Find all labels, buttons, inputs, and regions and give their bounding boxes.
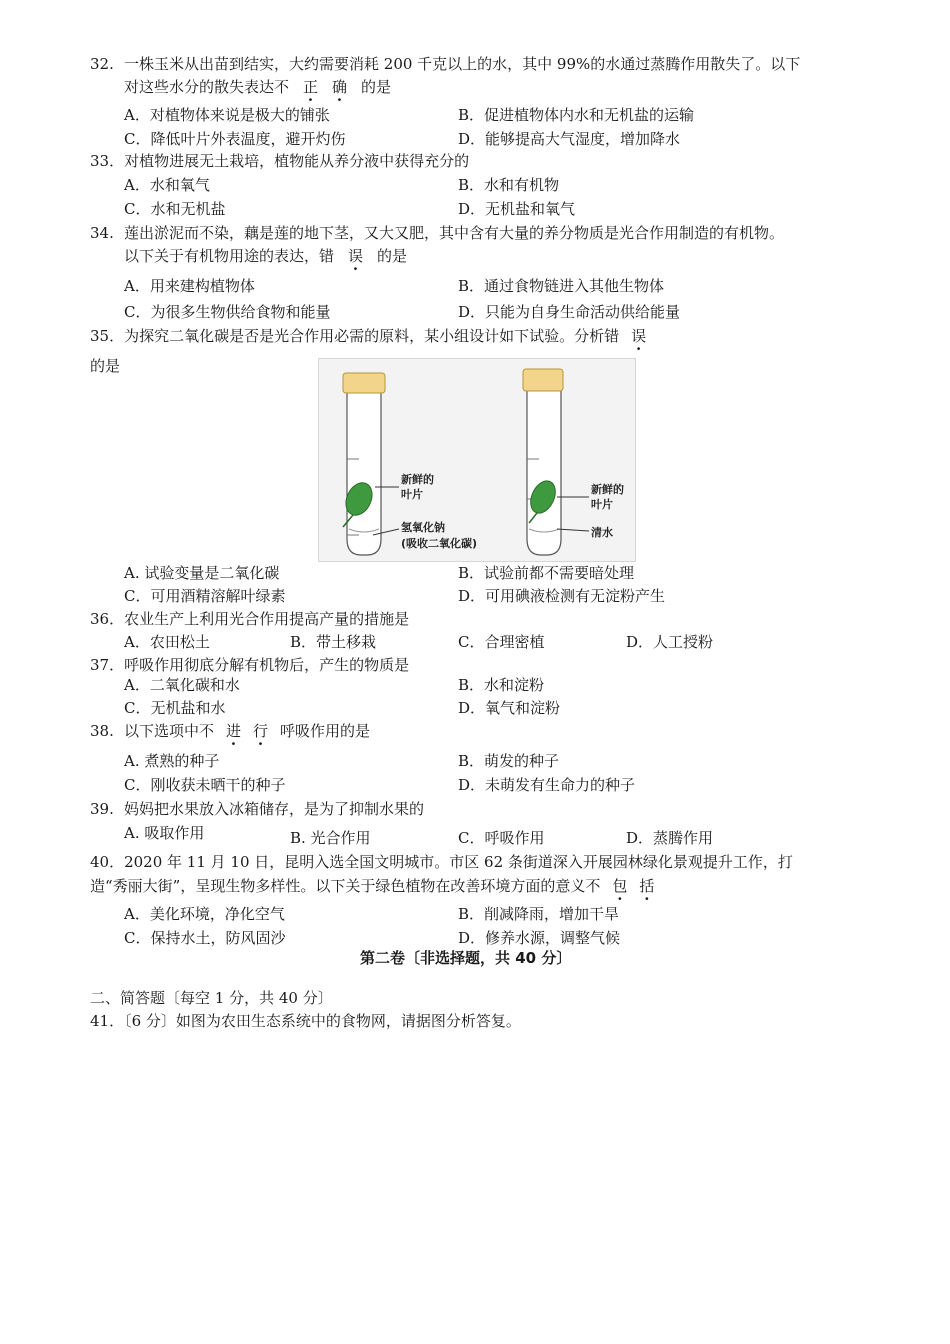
q32-text1: 一株玉米从出苗到结实，大约需要消耗 200 千克以上的水，其中 99%的水通过蒸腾作用散失了。以下 <box>124 55 801 73</box>
q40-line1: 40．2020 年 11 月 10 日，昆明入选全国文明城市。市区 62 条街道深入开展园林绿化景观提升工作，打 <box>90 853 793 871</box>
q35-emph-wu: 误 <box>631 327 647 345</box>
q32-text2a: 对这些水分的散失表达不 <box>124 78 290 96</box>
q39-number: 39. <box>90 800 114 818</box>
right-leaf-label: 新鲜的 <box>591 483 624 496</box>
q38-stem <box>90 721 370 741</box>
q41-stem: 41．〔6 分〕如图为农田生态系统中的食物网，请据图分析答复。 <box>90 1012 521 1030</box>
section2-title: 第二卷〔非选择题，共 40 分〕 <box>360 949 572 967</box>
q32-emph-zheng: 正 <box>303 78 319 96</box>
q32-option-a: A．对植物体来说是极大的铺张 <box>124 106 330 124</box>
q34-line1 <box>90 223 784 243</box>
right-liquid-label: 清水 <box>591 526 613 539</box>
q34-text2c: 的是 <box>377 247 408 265</box>
q36-stem: 36．农业生产上利用光合作用提高产量的措施是 <box>90 610 410 628</box>
q40-option-a: A．美化环境，净化空气 <box>124 905 285 923</box>
q35-line2: 的是 <box>90 357 121 375</box>
q39-option-c: C．呼吸作用 <box>458 829 545 847</box>
q37-stem: 37．呼吸作用彻底分解有机物后，产生的物质是 <box>90 656 410 674</box>
q34-text2a: 以下关于有机物用途的表达，错 <box>124 247 335 265</box>
q34-option-a: A．用来建构植物体 <box>124 277 255 295</box>
q39-option-a: A. 吸取作用 <box>124 824 205 842</box>
q40-text2a: 造“秀丽大街”，呈现生物多样性。以下关于绿色植物在改善环境方面的意义不 <box>90 877 601 895</box>
q40-option-c: C．保持水土，防风固沙 <box>124 929 286 947</box>
q38-option-b: B．萌发的种子 <box>458 752 560 770</box>
q32-emph-que: 确 <box>332 78 348 96</box>
q36-option-b: B．带土移栽 <box>290 633 377 651</box>
left-stopper-icon <box>343 373 385 393</box>
test-tube-diagram <box>319 359 635 561</box>
q40-emph-bao: 包 <box>612 877 628 895</box>
q36-option-c: C．合理密植 <box>458 633 545 651</box>
q38-option-c: C．刚收获未晒干的种子 <box>124 776 286 794</box>
q36-option-d: D．人工授粉 <box>626 633 714 651</box>
q37-option-a: A．二氧化碳和水 <box>124 676 240 694</box>
q35-text1: 35．为探究二氧化碳是否是光合作用必需的原料，某小组设计如下试验。分析错 <box>90 327 620 345</box>
q38-text4: 呼吸作用的是 <box>280 722 371 740</box>
q35-option-a: A. 试验变量是二氧化碳 <box>124 564 280 582</box>
q39-option-d: D．蒸腾作用 <box>626 829 714 847</box>
q35-option-d: D．可用碘液检测有无淀粉产生 <box>458 587 666 605</box>
q34-option-b: B．通过食物链进入其他生物体 <box>458 277 665 295</box>
q36-option-a: A．农田松土 <box>124 633 210 651</box>
right-test-tube <box>523 369 589 555</box>
q38-number: 38. <box>90 722 114 740</box>
left-leaf-label: 新鲜的 <box>401 473 434 486</box>
q40-line2 <box>90 876 654 896</box>
q34-number: 34. <box>90 224 114 242</box>
q32-option-c: C．降低叶片外表温度，避开灼伤 <box>124 130 346 148</box>
q33-option-c: C．水和无机盐 <box>124 200 226 218</box>
q39-option-b: B. 光合作用 <box>290 829 371 847</box>
test-tube-figure <box>318 358 636 562</box>
left-leaf-label-2: 叶片 <box>401 488 423 501</box>
q32-line1 <box>90 54 800 74</box>
q34-line2 <box>124 246 407 266</box>
section2-part-heading: 二、简答题〔每空 1 分，共 40 分〕 <box>90 989 333 1007</box>
right-leaf-label-2: 叶片 <box>591 498 613 511</box>
q32-option-b: B．促进植物体内水和无机盐的运输 <box>458 106 695 124</box>
q39-text: 妈妈把水果放入冰箱储存，是为了抑制水果的 <box>124 800 425 818</box>
q38-emph-xing: 行 <box>253 722 269 740</box>
q40-option-d: D．修养水源，调整气候 <box>458 929 621 947</box>
q35-option-c: C．可用酒精溶解叶绿素 <box>124 587 286 605</box>
q38-option-a: A. 煮熟的种子 <box>124 752 220 770</box>
right-stopper-icon <box>523 369 563 391</box>
q32-text2d: 的是 <box>361 78 392 96</box>
q33-option-d: D．无机盐和氧气 <box>458 200 576 218</box>
q35-option-b: B．试验前都不需要暗处理 <box>458 564 635 582</box>
q33-option-a: A．水和氧气 <box>124 176 210 194</box>
q34-option-d: D．只能为自身生命活动供给能量 <box>458 303 681 321</box>
left-liquid-label-2: (吸收二氧化碳) <box>401 537 478 550</box>
q37-option-b: B．水和淀粉 <box>458 676 545 694</box>
q34-emph-wu: 误 <box>348 247 364 265</box>
q38-option-d: D．未萌发有生命力的种子 <box>458 776 636 794</box>
q40-option-b: B．削减降雨，增加干旱 <box>458 905 620 923</box>
q34-text1: 莲出淤泥而不染，藕是莲的地下茎，又大又肥，其中含有大量的养分物质是光合作用制造的有机物。 <box>124 224 785 242</box>
q32-number: 32. <box>90 55 114 73</box>
q38-text1: 以下选项中不 <box>124 722 215 740</box>
q39-stem <box>90 799 424 819</box>
q37-option-c: C．无机盐和水 <box>124 699 226 717</box>
q38-emph-jin: 进 <box>226 722 242 740</box>
q34-option-c: C．为很多生物供给食物和能量 <box>124 303 331 321</box>
q32-line2 <box>124 77 391 97</box>
q32-option-d: D．能够提高大气湿度，增加降水 <box>458 130 681 148</box>
q33-stem: 33．对植物进展无土栽培，植物能从养分液中获得充分的 <box>90 152 470 170</box>
q35-line1 <box>90 326 646 346</box>
q33-option-b: B．水和有机物 <box>458 176 560 194</box>
left-test-tube <box>341 373 399 555</box>
left-liquid-label: 氢氧化钠 <box>401 521 445 534</box>
q40-emph-kuo: 括 <box>639 877 655 895</box>
q37-option-d: D．氧气和淀粉 <box>458 699 561 717</box>
